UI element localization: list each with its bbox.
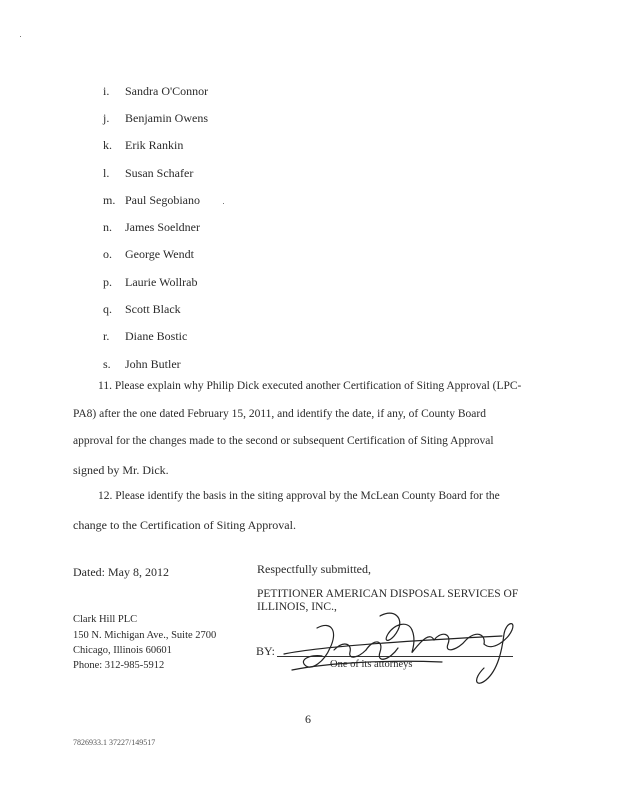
list-name: George Wendt: [125, 247, 194, 261]
firm-address: Chicago, Illinois 60601: [73, 645, 172, 656]
paragraph-12-line: 12. Please identify the basis in the siting approval by the McLean County Board for the: [98, 490, 500, 502]
by-label: BY:: [256, 644, 275, 658]
list-letter: m.: [103, 193, 116, 207]
list-name: Susan Schafer: [125, 166, 194, 180]
list-item: [103, 275, 197, 290]
list-item: [103, 302, 181, 317]
list-letter: n.: [103, 220, 112, 234]
paragraph-11-line: signed by Mr. Dick.: [73, 463, 169, 477]
document-code: 7826933.1 37227/149517: [73, 738, 156, 747]
list-name: James Soeldner: [125, 220, 200, 234]
paragraph-11-line: approval for the changes made to the second or subsequent Certification of Siting Approval: [73, 435, 494, 447]
scan-speck: [20, 36, 21, 37]
list-letter: i.: [103, 84, 110, 98]
list-name: Erik Rankin: [125, 138, 184, 152]
firm-name: Clark Hill PLC: [73, 614, 138, 625]
list-item: [103, 247, 194, 262]
list-letter: p.: [103, 275, 112, 289]
scan-speck: [223, 203, 224, 204]
list-item: [103, 138, 183, 153]
list-item: [103, 193, 200, 208]
paragraph-11-line: PA8) after the one dated February 15, 2011, and identify the date, if any, of County Board: [73, 408, 486, 420]
list-letter: j.: [103, 111, 110, 125]
list-letter: s.: [103, 357, 111, 371]
dated-line: Dated: May 8, 2012: [73, 565, 169, 579]
page-number: 6: [305, 712, 311, 726]
firm-phone: Phone: 312-985-5912: [73, 660, 165, 671]
list-letter: k.: [103, 138, 112, 152]
list-name: John Butler: [125, 357, 181, 371]
list-letter: q.: [103, 302, 112, 316]
list-name: Benjamin Owens: [125, 111, 208, 125]
list-name: Laurie Wollrab: [125, 275, 198, 289]
paragraph-11-line: 11. Please explain why Philip Dick executed another Certification of Siting Approval (LPC-: [98, 380, 522, 392]
list-item: [103, 357, 181, 372]
list-item: [103, 329, 187, 344]
list-name: Sandra O'Connor: [125, 84, 209, 98]
attorney-caption: One of its attorneys: [330, 659, 413, 670]
list-item: [103, 84, 208, 99]
list-name: Scott Black: [125, 302, 181, 316]
list-letter: l.: [103, 166, 110, 180]
petitioner-line: ILLINOIS, INC.,: [257, 601, 337, 613]
list-item: [103, 111, 208, 126]
list-item: [103, 220, 200, 235]
firm-address: 150 N. Michigan Ave., Suite 2700: [73, 630, 217, 641]
list-name: Paul Segobiano: [125, 193, 200, 207]
paragraph-12-line: change to the Certification of Siting Approval.: [73, 518, 296, 532]
list-name: Diane Bostic: [125, 329, 188, 343]
list-letter: o.: [103, 247, 112, 261]
list-item: [103, 166, 193, 181]
petitioner-line: PETITIONER AMERICAN DISPOSAL SERVICES OF: [257, 588, 519, 600]
handwritten-signature: [262, 610, 532, 690]
closing-line: Respectfully submitted,: [257, 562, 371, 576]
list-letter: r.: [103, 329, 110, 343]
